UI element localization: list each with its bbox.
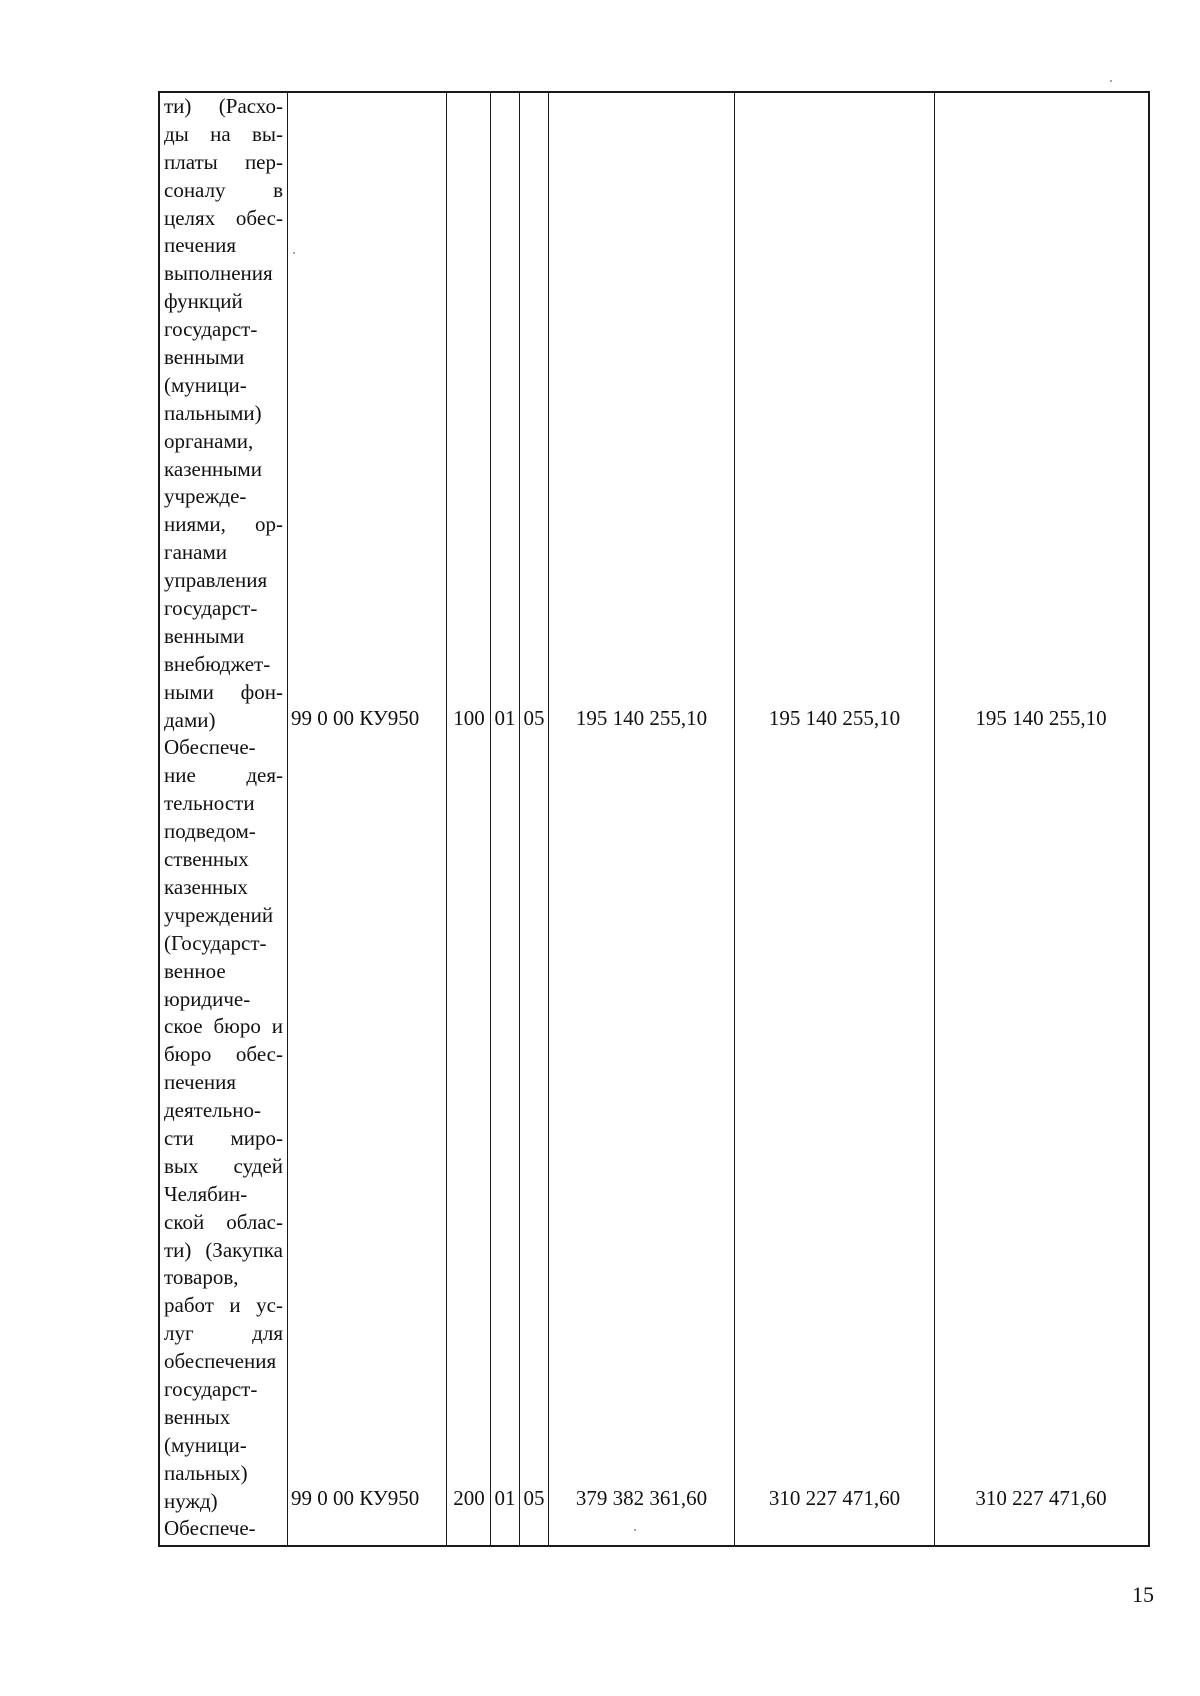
column-divider (490, 93, 491, 1545)
description-line: печения (164, 233, 237, 258)
description-line: венными (164, 623, 245, 648)
description-line: дами) (164, 707, 216, 732)
description-line: венных (164, 1404, 231, 1429)
description-line: ственных (164, 847, 249, 872)
description-line: учрежде- (164, 484, 247, 509)
row-2-amount-1: 379 382 361,60 (575, 1486, 708, 1510)
description-line: (муници- (164, 372, 247, 397)
description-line: ганами (164, 540, 228, 565)
description-line: управления (164, 568, 268, 593)
description-line: ское бюро и (164, 1014, 283, 1039)
description-line: вых судей (164, 1153, 283, 1178)
description-line: (муници- (164, 1432, 247, 1457)
description-line: ными фон- (164, 679, 283, 704)
description-line: работ и ус- (164, 1293, 283, 1318)
description-line: подведом- (164, 819, 256, 844)
scan-speck (634, 1529, 636, 1531)
row-2-target-article: 99 0 00 КУ950 (291, 1486, 420, 1510)
description-line: Обеспече- (164, 1516, 256, 1541)
description-line: печения (164, 1070, 237, 1095)
description-line: органами, (164, 428, 254, 453)
row-2-section: 01 (494, 1486, 516, 1510)
column-divider (287, 93, 288, 1545)
description-line: Обеспече- (164, 735, 256, 760)
budget-table (158, 91, 1150, 1547)
description-line: ние дея- (164, 763, 283, 788)
description-line: нужд) (164, 1488, 218, 1513)
description-line: целях обес- (164, 205, 283, 230)
description-line: пальными) (164, 400, 262, 425)
description-line: соналу в (164, 177, 283, 202)
description-line: деятельно- (164, 1098, 261, 1123)
description-line: учреждений (164, 902, 274, 927)
description-line: товаров, (164, 1265, 239, 1290)
description-line: ды на вы- (164, 121, 283, 146)
page-number: 15 (1132, 1582, 1154, 1607)
description-line: Челябин- (164, 1181, 248, 1206)
description-line: ти) (Расхо- (164, 94, 283, 118)
description-line: платы пер- (164, 149, 283, 174)
description-line: юридиче- (164, 986, 251, 1011)
description-line: ниями, ор- (164, 512, 283, 537)
description-line: внебюджет- (164, 651, 271, 676)
description-line: государст- (164, 317, 258, 342)
row-1-section: 01 (494, 706, 516, 730)
column-divider (548, 93, 549, 1545)
description-line: тельности (164, 791, 255, 816)
description-line: функций (164, 289, 243, 314)
description-line: венное (164, 958, 226, 983)
scan-speck (293, 252, 295, 254)
description-line: обеспечения (164, 1349, 277, 1374)
description-line: венными (164, 345, 245, 370)
description-column (160, 93, 287, 1543)
row-1-amount-2: 195 140 255,10 (768, 706, 901, 730)
row-1-target-article: 99 0 00 КУ950 (291, 706, 420, 730)
description-line: пальных) (164, 1460, 248, 1485)
row-2-subsection: 05 (523, 1486, 545, 1510)
description-line: казенных (164, 874, 248, 899)
column-divider (734, 93, 735, 1545)
description-line: казенными (164, 456, 262, 481)
description-line: луг для (164, 1321, 283, 1346)
row-2-amount-3: 310 227 471,60 (975, 1486, 1107, 1510)
column-divider (519, 93, 520, 1545)
row-2-amount-2: 310 227 471,60 (768, 1486, 901, 1510)
description-line: государст- (164, 596, 258, 621)
scan-speck (1110, 80, 1112, 82)
description-line: ти) (Закупка (164, 1237, 283, 1262)
description-line: государст- (164, 1376, 258, 1401)
description-line: ской облас- (164, 1209, 283, 1234)
column-divider (446, 93, 447, 1545)
row-1-subsection: 05 (523, 706, 545, 730)
row-2-expense-type: 200 (453, 1486, 485, 1510)
description-line: (Государст- (164, 930, 267, 955)
row-1-amount-1: 195 140 255,10 (575, 706, 708, 730)
row-1-amount-3: 195 140 255,10 (975, 706, 1107, 730)
column-divider (934, 93, 935, 1545)
description-line: выполнения (164, 261, 273, 286)
row-1-expense-type: 100 (453, 706, 485, 730)
description-line: бюро обес- (164, 1042, 283, 1067)
description-line: сти миро- (164, 1125, 283, 1150)
